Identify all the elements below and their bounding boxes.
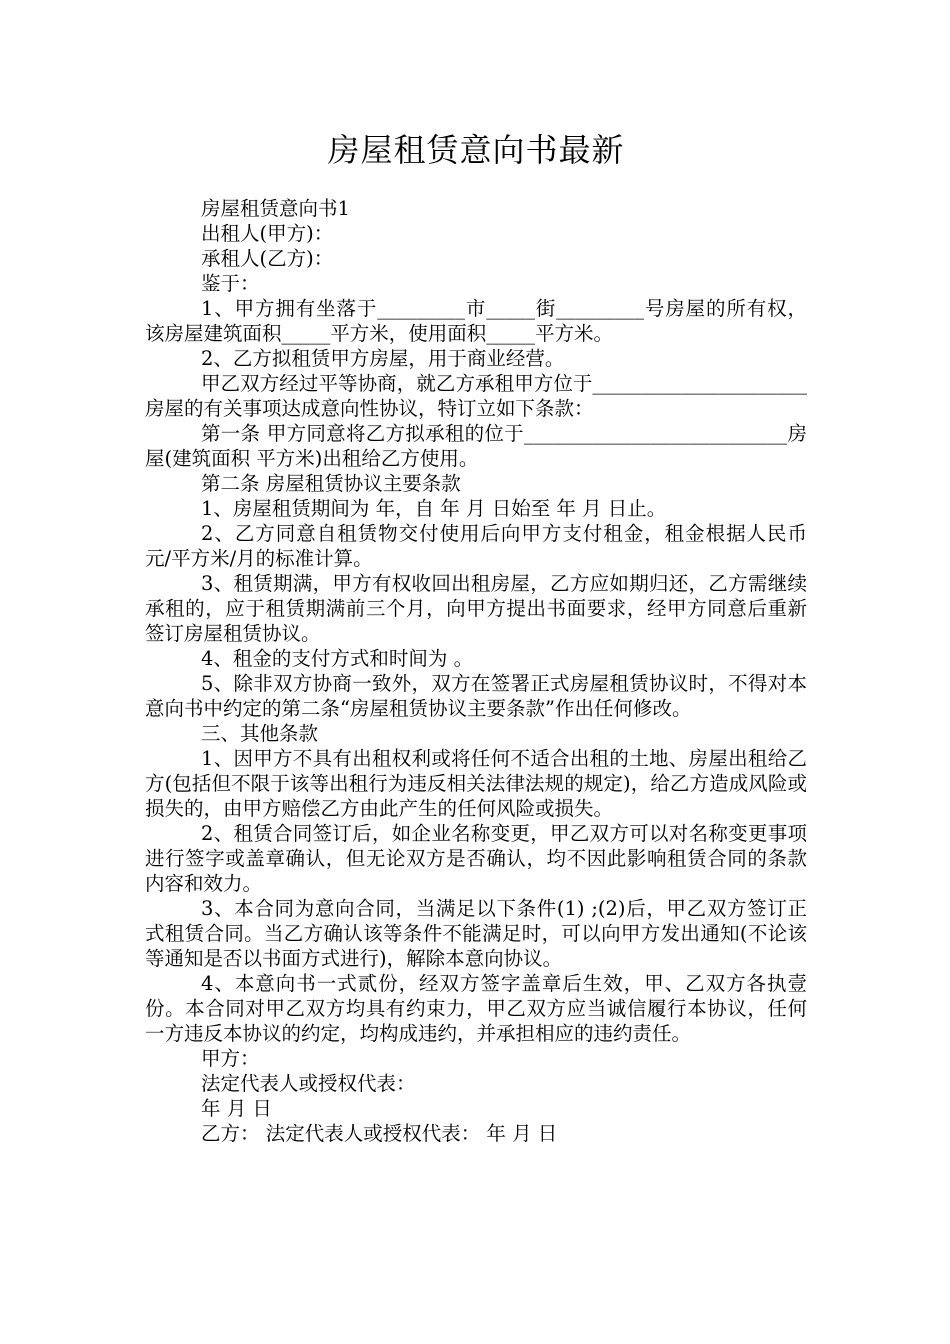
article-3-clause-3: 3、本合同为意向合同，当满足以下条件(1) ;(2)后，甲乙双方签订正式租赁合同。当乙方确认该等条件不能满足时，可以向甲方发出通知(不论该等通知是否以书面方式进行)，解除本意向协议。 <box>145 897 807 970</box>
article-2-clause-5: 5、除非双方协商一致外，双方在签署正式房屋租赁协议时，不得对本意向书中约定的第二条“房屋租赁协议主要条款”作出任何修改。 <box>145 672 807 720</box>
party-a-signature: 甲方： <box>201 1047 260 1070</box>
party-a-date: 年 月 日 <box>201 1097 272 1120</box>
agreement-intro: 甲乙双方经过平等协商，就乙方承租甲方位于______________________房屋的有关事项达成意向性协议，特订立如下条款： <box>145 372 807 420</box>
article-3-clause-2: 2、租赁合同签订后，如企业名称变更，甲乙双方可以对名称变更事项进行签字或盖章确认，但无论双方是否确认，均不因此影响租赁合同的条款内容和效力。 <box>145 822 807 895</box>
article-3-clause-4: 4、本意向书一式贰份，经双方签字盖章后生效，甲、乙双方各执壹份。本合同对甲乙双方均具有约束力，甲乙双方应当诚信履行本协议，任何一方违反本协议的约定，均构成违约，并承担相应的违约责任。 <box>145 972 807 1045</box>
recital-2: 2、乙方拟租赁甲方房屋，用于商业经营。 <box>201 347 565 370</box>
doc-heading: 房屋租赁意向书1 <box>201 197 350 220</box>
article-2-clause-1: 1、房屋租赁期间为 年，自 年 月 日始至 年 月 日止。 <box>201 497 667 520</box>
party-b-signature: 乙方： 法定代表人或授权代表： 年 月 日 <box>201 1122 558 1145</box>
document-title: 房屋租赁意向书最新 <box>327 131 625 169</box>
article-2-clause-3: 3、租赁期满，甲方有权收回出租房屋，乙方应如期归还，乙方需继续承租的，应于租赁期满前三个月，向甲方提出书面要求，经甲方同意后重新签订房屋租赁协议。 <box>145 572 807 645</box>
recital-1: 1、甲方拥有坐落于_________市_____街_________号房屋的所有权，该房屋建筑面积_____平方米，使用面积_____平方米。 <box>145 297 807 345</box>
lessor-line: 出租人(甲方)： <box>201 222 334 245</box>
article-1: 第一条 甲方同意将乙方拟承租的位于___________________________房屋(建筑面积 平方米)出租给乙方使用。 <box>145 422 807 470</box>
article-3-heading: 三、其他条款 <box>201 722 319 745</box>
lessee-line: 承租人(乙方)： <box>201 247 334 270</box>
article-2-heading: 第二条 房屋租赁协议主要条款 <box>201 472 461 495</box>
whereas-line: 鉴于： <box>201 272 260 295</box>
document-body <box>145 196 807 1146</box>
article-2-clause-2: 2、乙方同意自租赁物交付使用后向甲方支付租金，租金根据人民币 元/平方米/月的标准计算。 <box>145 522 807 570</box>
article-3-clause-1: 1、因甲方不具有出租权利或将任何不适合出租的土地、房屋出租给乙方(包括但不限于该等出租行为违反相关法律法规的规定)，给乙方造成风险或损失的，由甲方赔偿乙方由此产生的任何风险或损失。 <box>145 747 807 820</box>
party-a-representative: 法定代表人或授权代表： <box>201 1072 416 1095</box>
article-2-clause-4: 4、租金的支付方式和时间为 。 <box>201 647 474 670</box>
